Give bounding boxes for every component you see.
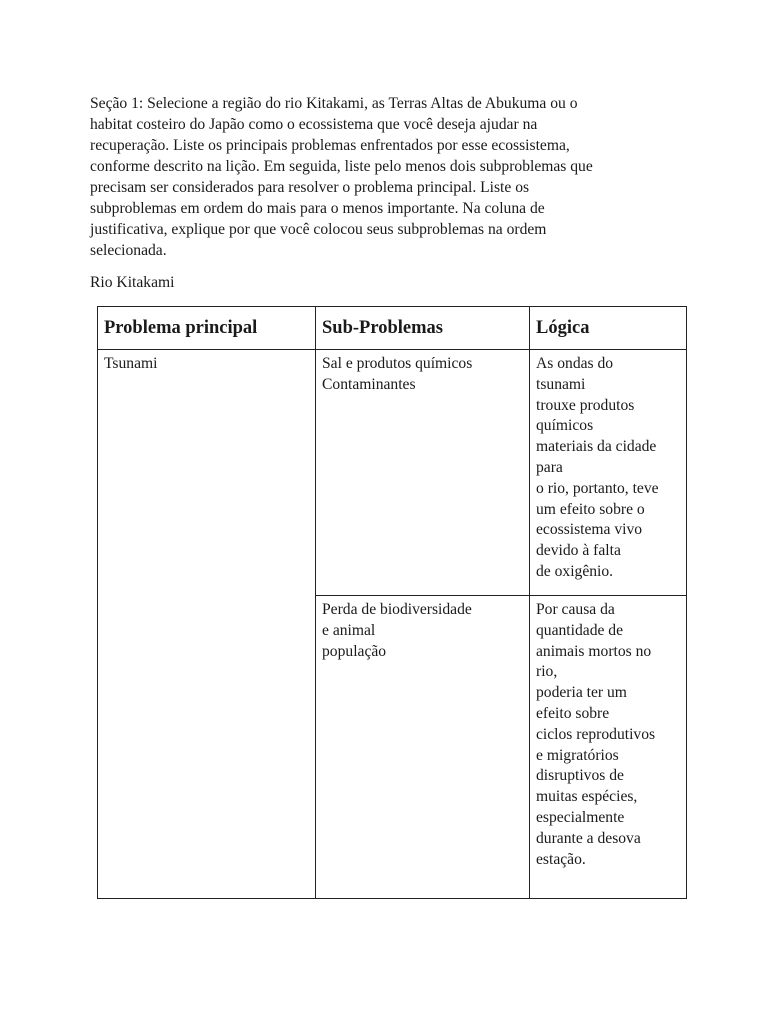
logic-line: ecossistema vivo — [536, 521, 643, 539]
instructions-line: recuperação. Liste os principais problemas enfrentados por esse ecossistema, — [90, 137, 570, 154]
logic-line: químicos — [536, 417, 594, 435]
sub-problem-cell — [316, 350, 530, 596]
header-sub-problems: Sub-Problemas — [316, 307, 530, 350]
logic-line: rio, — [536, 663, 558, 681]
sub-problem-line: Contaminantes — [322, 375, 416, 393]
logic-line: trouxe produtos — [536, 396, 635, 414]
instructions-line: Seção 1: Selecione a região do rio Kitakami, as Terras Altas de Abukuma ou o — [90, 95, 578, 112]
logic-line: efeito sobre — [536, 704, 610, 722]
logic-line: de oxigênio. — [536, 562, 614, 580]
logic-line: um efeito sobre o — [536, 500, 645, 518]
logic-line: o rio, portanto, teve — [536, 479, 659, 497]
sub-problem-cell — [316, 596, 530, 899]
instructions-line: conforme descrito na lição. Em seguida, liste pelo menos dois subproblemas que — [90, 158, 593, 175]
logic-line: para — [536, 458, 563, 476]
main-problem-text: Tsunami — [104, 355, 158, 372]
instructions-line: justificativa, explique por que você colocou seus subproblemas na ordem — [90, 221, 547, 238]
logic-line: tsunami — [536, 375, 586, 393]
logic-line: quantidade de — [536, 621, 624, 639]
table-header-row — [98, 307, 687, 350]
instructions-line: habitat costeiro do Japão como o ecossistema que você deseja ajudar na — [90, 116, 538, 133]
table-row — [98, 350, 687, 596]
logic-line: especialmente — [536, 808, 625, 826]
logic-line: As ondas do — [536, 355, 614, 372]
logic-line: materiais da cidade — [536, 438, 657, 456]
logic-line: animais mortos no — [536, 642, 652, 660]
sub-problem-line: Perda de biodiversidade — [322, 601, 472, 618]
sub-problem-line: Sal e produtos químicos — [322, 355, 473, 372]
header-main-problem: Problema principal — [98, 307, 316, 350]
instructions-paragraph — [90, 93, 680, 261]
logic-line: muitas espécies, — [536, 788, 638, 806]
problems-table — [97, 306, 687, 899]
sub-problem-line: população — [322, 642, 387, 660]
instructions-line: selecionada. — [90, 242, 167, 259]
logic-line: e migratórios — [536, 746, 619, 764]
logic-line: Por causa da — [536, 601, 615, 618]
logic-line: ciclos reprodutivos — [536, 725, 656, 743]
logic-line: estação. — [536, 850, 586, 868]
sub-problem-line: e animal — [322, 621, 376, 639]
header-logic: Lógica — [530, 307, 687, 350]
region-label: Rio Kitakami — [90, 274, 175, 291]
logic-line: durante a desova — [536, 829, 641, 847]
instructions-line: precisam ser considerados para resolver o problema principal. Liste os — [90, 179, 530, 196]
logic-cell — [530, 596, 687, 899]
instructions-line: subproblemas em ordem do mais para o menos importante. Na coluna de — [90, 200, 545, 217]
logic-line: disruptivos de — [536, 767, 624, 785]
logic-line: poderia ter um — [536, 684, 627, 702]
logic-line: devido à falta — [536, 542, 621, 560]
logic-cell — [530, 350, 687, 596]
main-problem-cell — [98, 350, 316, 899]
